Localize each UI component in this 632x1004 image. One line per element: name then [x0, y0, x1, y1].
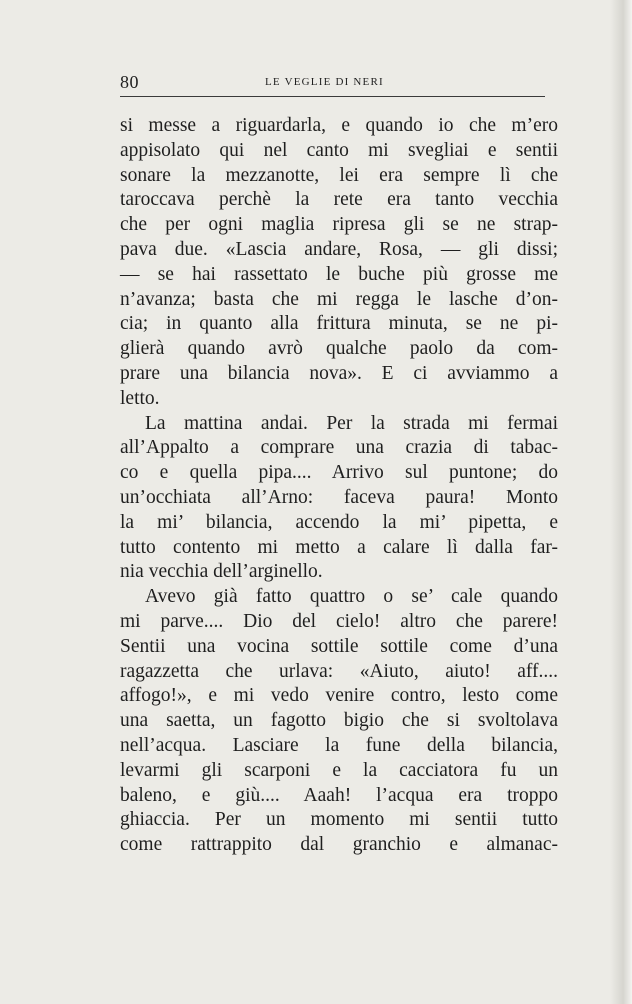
page-number: 80: [120, 72, 139, 92]
text-line: la mi’ bilancia, accendo la mi’ pipetta, e: [120, 511, 558, 533]
text-line: sonare la mezzanotte, lei era sempre lì che: [120, 164, 558, 186]
text-line: letto.: [120, 387, 160, 409]
text-line: co e quella pipa.... Arrivo sul puntone; do: [120, 462, 558, 484]
text-line: nell’acqua. Lasciare la fune della bilancia,: [120, 734, 558, 756]
running-title: LE VEGLIE DI NERI: [265, 76, 384, 88]
text-line: baleno, e giù.... Aaah! l’acqua era troppo: [120, 784, 558, 806]
text-line: appisolato qui nel canto mi svegliai e sentii: [120, 139, 558, 161]
text-line: n’avanza; basta che mi regga le lasche d’on-: [120, 288, 558, 310]
text-line: come rattrappito dal granchio e almanac-: [120, 834, 558, 856]
text-line: affogo!», e mi vedo venire contro, lesto come: [120, 685, 558, 707]
text-line: Avevo già fatto quattro o se’ cale quando: [145, 586, 558, 608]
text-line: Sentii una vocina sottile sottile come d’una: [120, 635, 558, 657]
text-line: che per ogni maglia ripresa gli se ne strap-: [120, 214, 558, 236]
text-line: — se hai rassettato le buche più grosse me: [120, 263, 558, 285]
text-line: glierà quando avrò qualche paolo da com-: [120, 338, 558, 360]
text-line: si messe a riguardarla, e quando io che m’ero: [120, 115, 558, 136]
text-line: tutto contento mi metto a calare lì dalla far-: [120, 536, 558, 558]
text-line: mi parve.... Dio del cielo! altro che parere!: [120, 610, 558, 632]
text-line: La mattina andai. Per la strada mi fermai: [145, 412, 558, 434]
text-line: levarmi gli scarponi e la cacciatora fu un: [120, 759, 558, 781]
text-line: cia; in quanto alla frittura minuta, se ne pi-: [120, 313, 558, 335]
body-text: [120, 114, 558, 858]
text-line: ghiaccia. Per un momento mi sentii tutto: [120, 809, 558, 831]
text-line: un’occhiata all’Arno: faceva paura! Monto: [120, 486, 558, 508]
text-line: ragazzetta che urlava: «Aiuto, aiuto! aff....: [120, 660, 558, 682]
text-line: prare una bilancia nova». E ci avviammo a: [120, 362, 558, 384]
page-edge-shadow: [610, 0, 632, 1004]
text-line: taroccava perchè la rete era tanto vecchia: [120, 189, 558, 211]
text-line: una saetta, un fagotto bigio che si svoltolava: [120, 710, 558, 732]
header-rule: [120, 96, 545, 97]
page-header: [120, 70, 545, 96]
text-line: pava due. «Lascia andare, Rosa, — gli dissi;: [120, 238, 558, 260]
text-line: nia vecchia dell’arginello.: [120, 561, 323, 583]
text-line: all’Appalto a comprare una crazia di tabac-: [120, 437, 558, 459]
